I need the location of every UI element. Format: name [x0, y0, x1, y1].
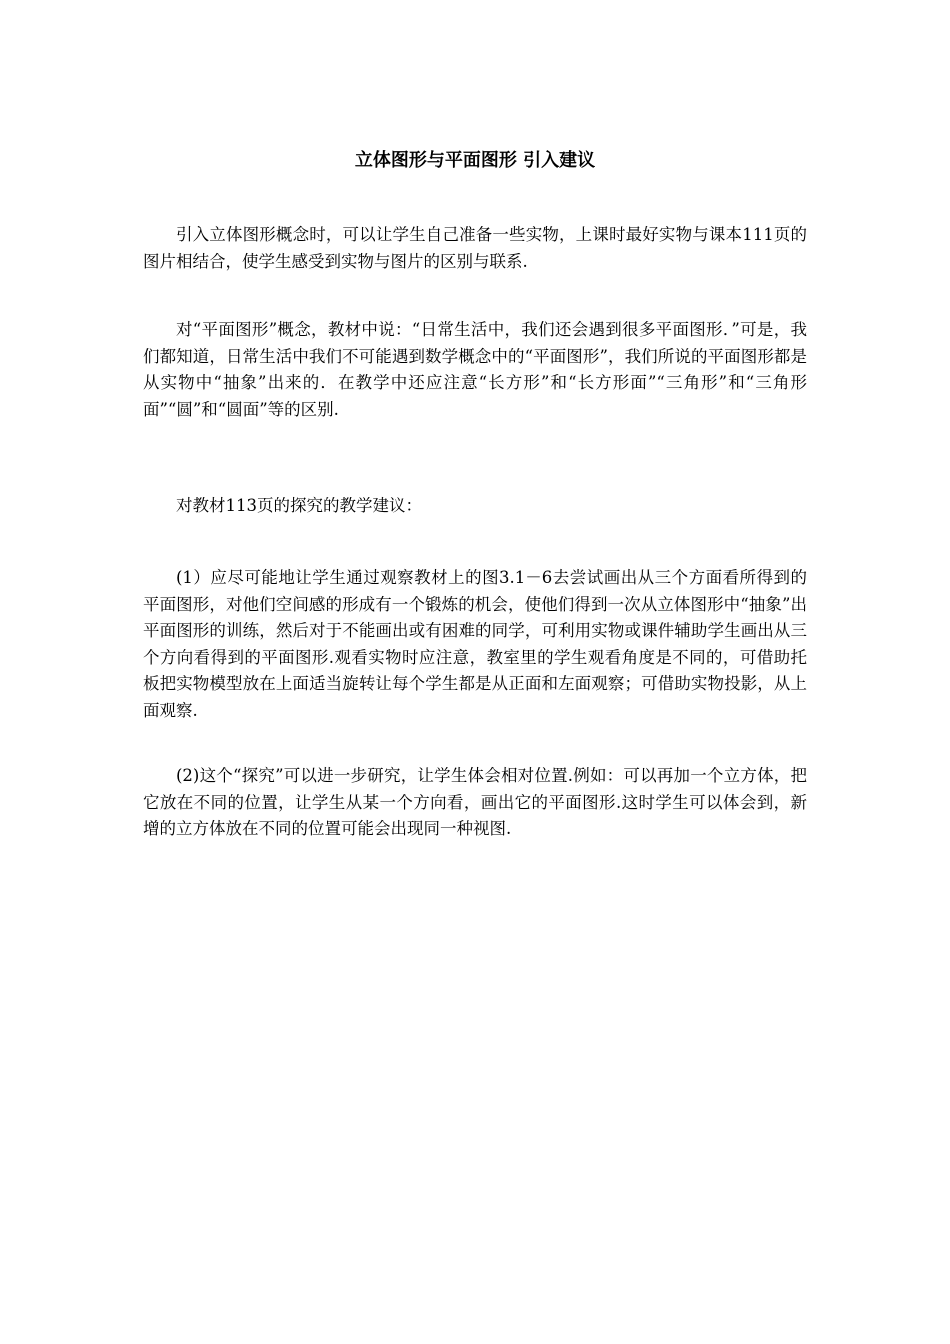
paragraph-suggestion-2: (2)这个“探究”可以进一步研究，让学生体会相对位置.例如：可以再加一个立方体，把它放在不同的位置，让学生从某一个方向看，画出它的平面图形.这时学生可以体会到，新增的立方体放在不同的位置可能会出现同一种视图.: [143, 766, 807, 838]
paragraph-intro: 引入立体图形概念时，可以让学生自己准备一些实物，上课时最好实物与课本111页的图片相结合，使学生感受到实物与图片的区别与联系.: [143, 225, 807, 271]
document-title: 立体图形与平面图形 引入建议: [354, 150, 596, 171]
paragraph-inquiry-heading: 对教材113页的探究的教学建议：: [176, 496, 422, 515]
paragraph-plane-figure-concept: 对“平面图形”概念，教材中说：“日常生活中，我们还会遇到很多平面图形．”可是，我们都知道，日常生活中我们不可能遇到数学概念中的“平面图形”，我们所说的平面图形都是从实物中“抽象”出来的．在教学中还应注意“长方形”和“长方形面”“三角形”和“三角形面”“圆”和“圆面”等的区别.: [143, 320, 807, 419]
paragraph-suggestion-1: (1）应尽可能地让学生通过观察教材上的图3.1－6去尝试画出从三个方面看所得到的平面图形，对他们空间感的形成有一个锻炼的机会，使他们得到一次从立体图形中“抽象”出平面图形的训练，然后对于不能画出或有困难的同学，可利用实物或课件辅助学生画出从三个方向看得到的平面图形.观看实物时应注意，教室里的学生观看角度是不同的，可借助托板把实物模型放在上面适当旋转让每个学生都是从正面和左面观察；可借助实物投影，从上面观察.: [143, 568, 807, 720]
